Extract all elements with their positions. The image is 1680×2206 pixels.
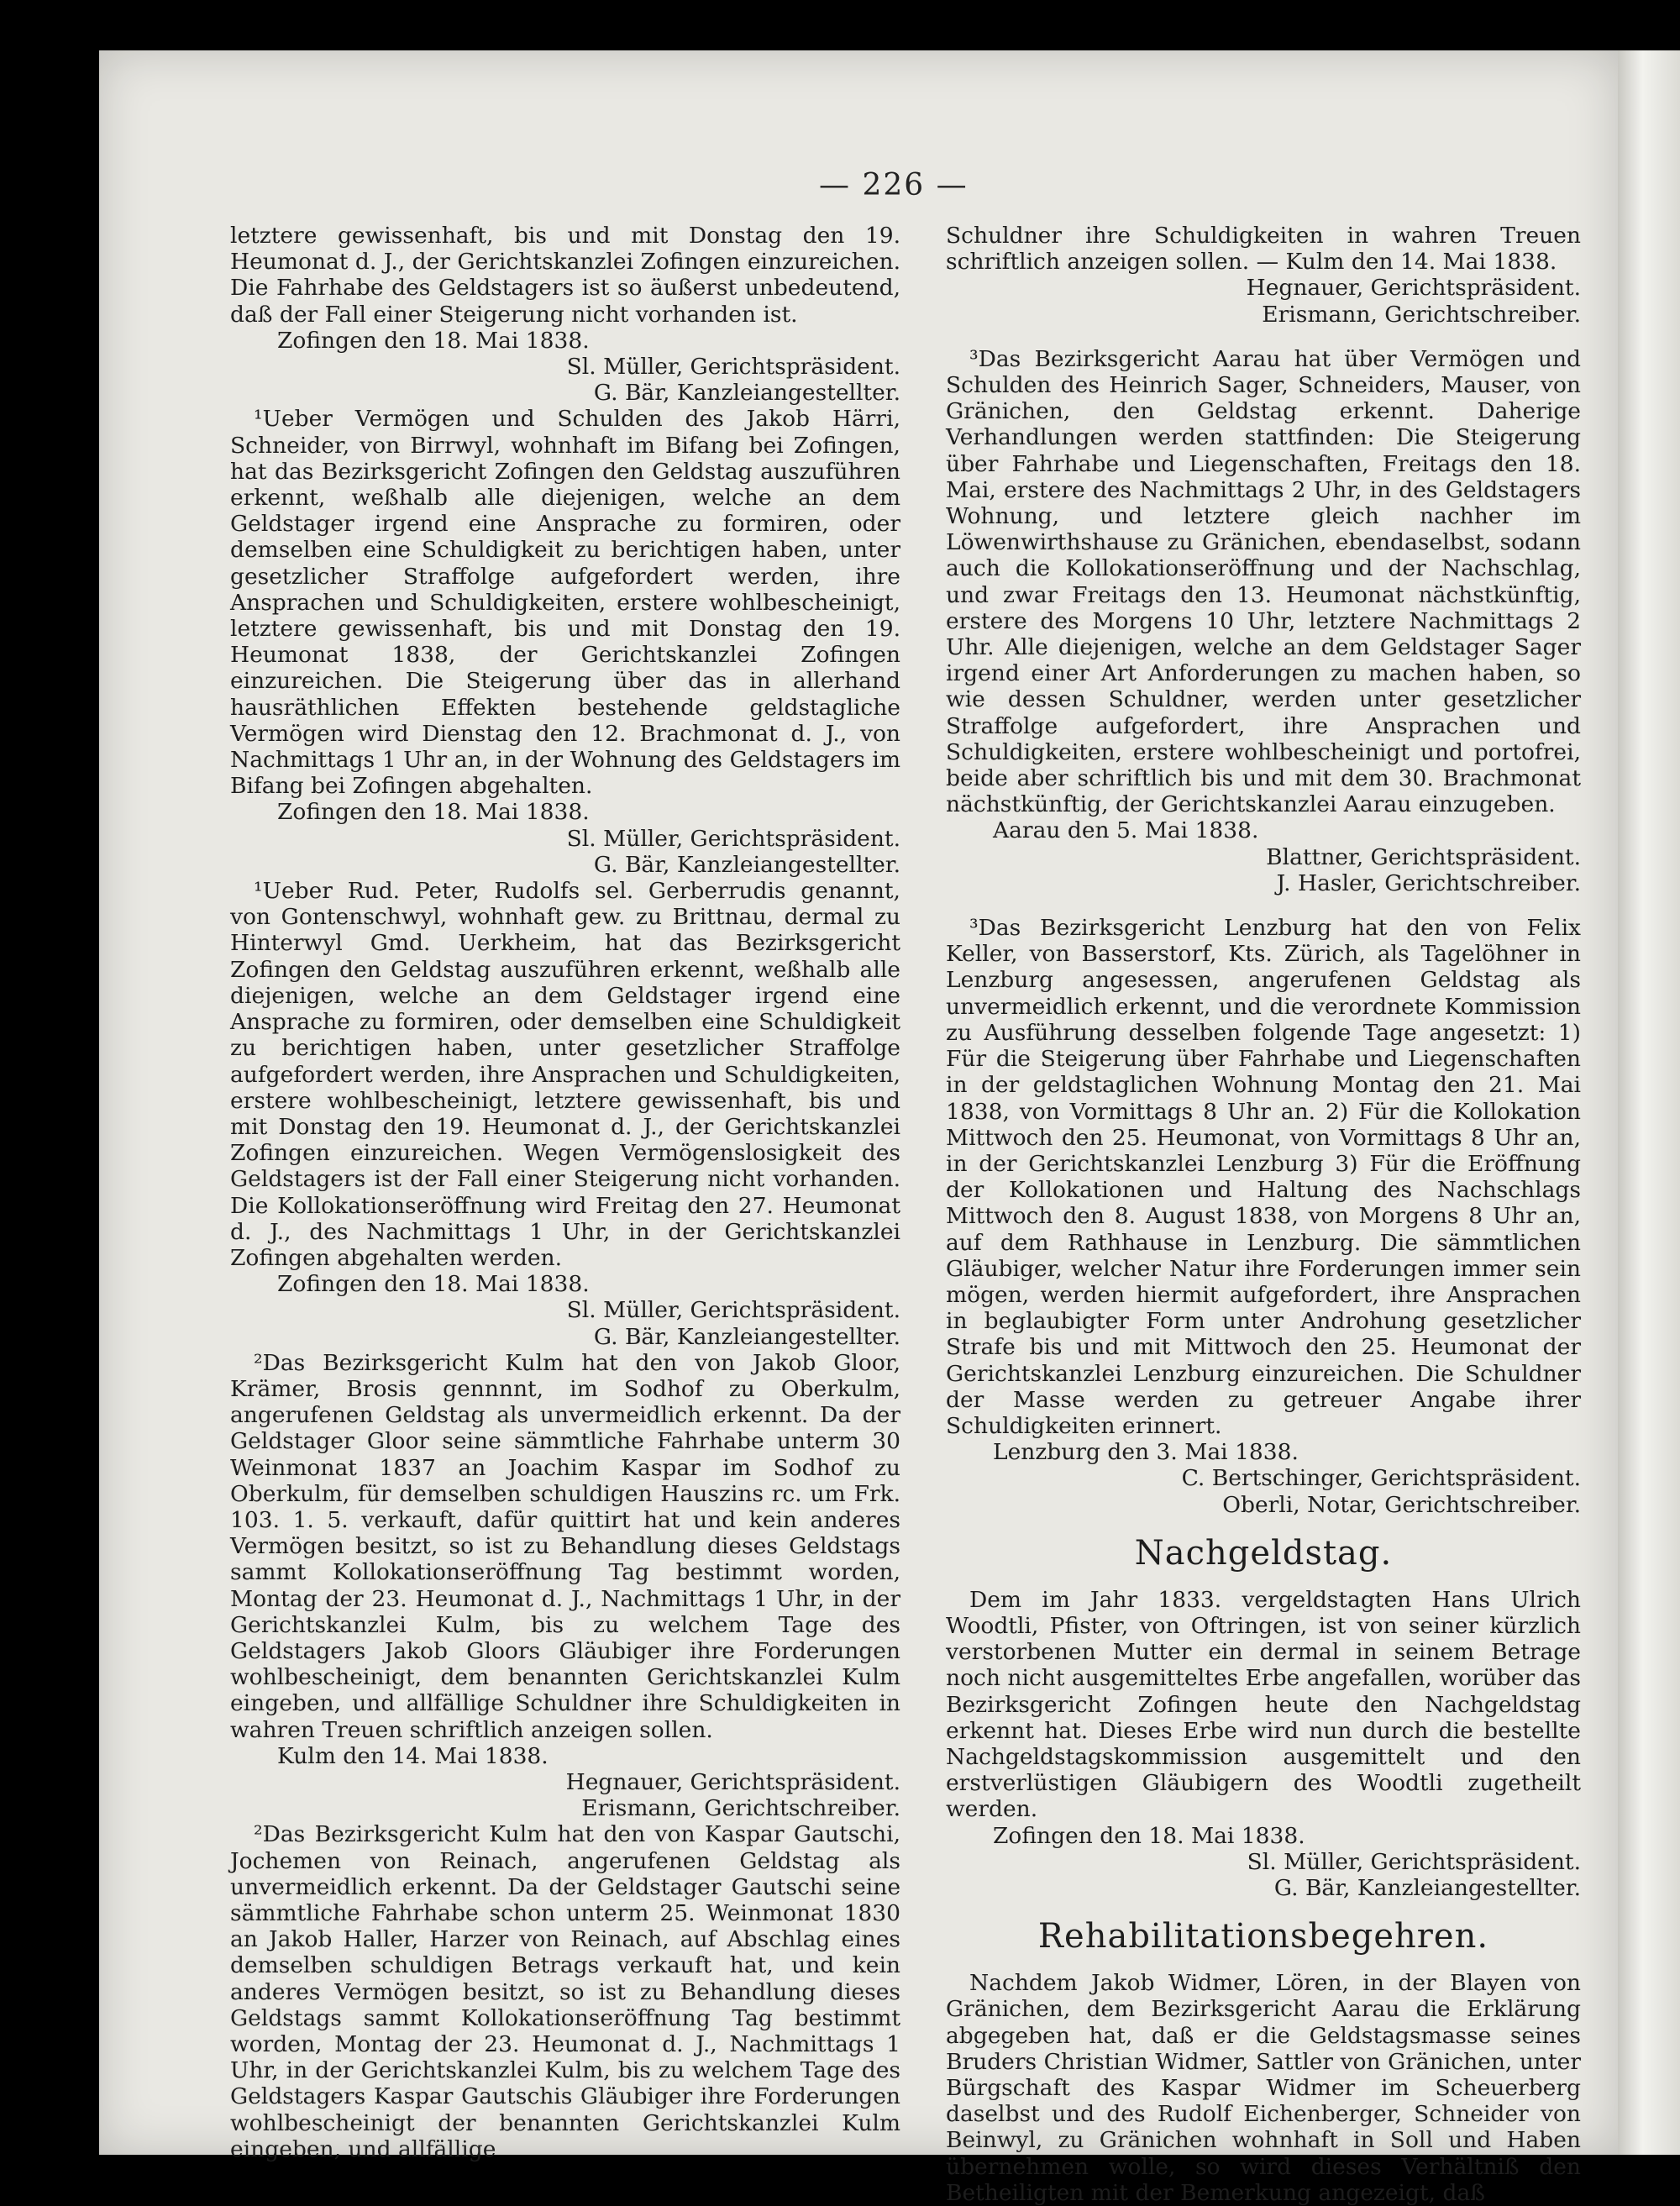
notice-1-place-date: Zofingen den 18. Mai 1838. (277, 327, 590, 354)
notice-2-signature-2: G. Bär, Kanzleiangestellter. (593, 851, 900, 878)
notice-2-text: ¹Ueber Vermögen und Schulden des Jakob Härri, Schneider, von Birrwyl, wohnhaft im Bifang bei Zofingen, hat das Bezirksgericht Zofingen den Geldstag auszuführen erkennt, weßhalb alle diejenigen, welche an dem Geldstager irgend eine Ansprache zu formiren, oder demselben eine Schuldigkeit zu berichtigen haben, unter gesetzlicher Straffolge aufgefordert werden, ihre Ansprachen und Schuldigkeiten, erstere wohlbescheinigt, letztere gewissenhaft, bis und mit Donstag den 19. Heumonat 1838, der Gerichtskanzlei Zofingen einzureichen. Die Steigerung über das in allerhand hausräthlichen Effekten bestehende geldstagliche Vermögen wird Dienstag den 12. Brachmonat d. J., von Nachmittags 1 Uhr an, in der Wohnung des Geldstagers im Bifang bei Zofingen abgehalten. (230, 406, 900, 800)
notice-2-signature-1: Sl. Müller, Gerichtspräsident. (566, 825, 900, 852)
left-column (230, 223, 900, 2162)
notice-rehabilitation-text: Nachdem Jakob Widmer, Lören, in der Blayen von Gränichen, dem Bezirksgericht Aarau die Erklärung abgegeben hat, daß er die Geldstagsmasse seines Bruders Christian Widmer, Sattler von Gränichen, unter Bürgschaft des Kaspar Widmer im Scheuerberg daselbst und des Rudolf Eichenberger, Schneider von Beinwyl, zu Gränichen wohnhaft in Soll und Haben übernehmen wolle, so wird dieses Verhältniß den Betheiligten mit der Bemerkung angezeigt, daß (946, 1970, 1581, 2206)
notice-lenzburg-signature-2: Oberli, Notar, Gerichtschreiber. (1222, 1491, 1581, 1518)
notice-lenzburg-place-date: Lenzburg den 3. Mai 1838. (993, 1439, 1299, 1466)
notice-4-signature-1: Hegnauer, Gerichtspräsident. (565, 1768, 900, 1795)
notice-nachgeldstag-place-date: Zofingen den 18. Mai 1838. (993, 1822, 1305, 1849)
notice-4-place-date: Kulm den 14. Mai 1838. (277, 1742, 549, 1769)
notice-1-signature-1: Sl. Müller, Gerichtspräsident. (566, 354, 900, 381)
notice-lenzburg-signature-1: C. Bertschinger, Gerichtspräsident. (1181, 1465, 1581, 1492)
section-heading-rehabilitation: Rehabilitationsbegehren. (1037, 1917, 1489, 1957)
notice-3-text: ¹Ueber Rud. Peter, Rudolfs sel. Gerberrudis genannt, von Gontenschwyl, wohnhaft gew. zu Brittnau, dermal zu Hinterwyl Gmd. Uerkheim, hat das Bezirksgericht Zofingen den Geldstag auszuführen erkennt, weßhalb alle diejenigen, welche an dem Geldstager irgend eine Ansprache zu formiren, oder demselben eine Schuldigkeit zu berichtigen haben, unter gesetzlicher Straffolge aufgefordert werden, ihre Ansprachen und Schuldigkeiten, erstere wohlbescheinigt, letztere gewissenhaft, bis und mit Donstag den 19. Heumonat d. J., der Gerichtskanzlei Zofingen einzureichen. Wegen Vermögenslosigkeit des Geldstagers ist der Fall einer Steigerung nicht vorhanden. Die Kollokationseröffnung wird Freitag den 27. Heumonat d. J., des Nachmittags 1 Uhr, in der Gerichtskanzlei Zofingen abgehalten werden. (230, 878, 900, 1271)
book-spine (1618, 50, 1680, 2155)
notice-4-text: ²Das Bezirksgericht Kulm hat den von Jakob Gloor, Krämer, Brosis gennnnt, im Sodhof zu Oberkulm, angerufenen Geldstag als unvermeidlich erkennt. Da der Geldstager Gloor seine sämmtliche Fahrhabe unterm 30 Weinmonat 1837 an Joachim Kaspar im Sodhof zu Oberkulm, für demselben schuldigen Hauszins rc. um Frk. 103. 1. 5. verkauft, dafür quittirt hat und kein anderes Vermögen besitzt, so ist zu Behandlung dieses Geldstags sammt Kollokationseröffnung Tag bestimmt worden, Montag der 23. Heumonat d. J., Nachmittags 1 Uhr, in der Gerichtskanzlei Kulm, bis zu welchem Tage des Geldstagers Jakob Gloors Gläubiger ihre Forderungen wohlbescheinigt, dem benannten Gerichtskanzlei Kulm eingeben, und allfällige Schuldner ihre Schuldigkeiten in wahren Treuen schriftlich anzeigen sollen. (230, 1349, 900, 1743)
notice-1-signature-2: G. Bär, Kanzleiangestellter. (593, 380, 900, 407)
notice-4b-signature-1: Hegnauer, Gerichtspräsident. (1246, 275, 1581, 302)
notice-5-text: ²Das Bezirksgericht Kulm hat den von Kaspar Gautschi, Jochemen von Reinach, angerufenen Geldstag als unvermeidlich erkennt. Da der Geldstager Gautschi seine sämmtliche Fahrhabe schon unterm 25. Weinmonat 1830 an Jakob Haller, Harzer von Reinach, auf Abschlag eines demselben schuldigen Betrags verkauft hat, und kein anderes Vermögen besitzt, so ist zu Behandlung dieses Geldstags sammt Kollokationseröffnung Tag bestimmt worden, Montag der 23. Heumonat d. J., Nachmittags 1 Uhr, in der Gerichtskanzlei Kulm, bis zu welchem Tage des Geldstagers Kaspar Gautschis Gläubiger ihre Forderungen wohlbescheinigt der benannten Gerichtskanzlei Kulm eingeben, und allfällige (230, 1821, 900, 2162)
notice-4-signature-2: Erismann, Gerichtschreiber. (581, 1795, 900, 1822)
notice-lenzburg-text: ³Das Bezirksgericht Lenzburg hat den von Felix Keller, von Basserstorf, Kts. Zürich, als Tagelöhner in Lenzburg angesessen, angerufenen Geldstag als unvermeidlich erkennt, und die verordnete Kommission zu Ausführung desselben folgende Tage angesetzt: 1) Für die Steigerung über Fahrhabe und Liegenschaften in der geldstaglichen Wohnung Montag den 21. Mai 1838, von Vormittags 8 Uhr an. 2) Für die Kollokation Mittwoch den 25. Heumonat, von Vormittags 8 Uhr an, in der Gerichtskanzlei Lenzburg 3) Für die Eröffnung der Kollokationen und Haltung des Nachschlags Mittwoch den 8. August 1838, von Morgens 8 Uhr an, auf dem Rathhause in Lenzburg. Die sämmtlichen Gläubiger, welcher Natur ihre Forderungen immer sein mögen, werden hiermit aufgefordert, ihre Ansprachen in beglaubigter Form unter Androhung gesetzlicher Strafe bis und mit Mittwoch den 25. Heumonat der Gerichtskanzlei Lenzburg einzureichen. Die Schuldner der Masse werden zu getreuer Angabe ihrer Schuldigkeiten erinnert. (946, 915, 1581, 1439)
section-heading-nachgeldstag: Nachgeldstag. (1134, 1533, 1393, 1573)
notice-aarau-text: ³Das Bezirksgericht Aarau hat über Vermögen und Schulden des Heinrich Sager, Schneiders, Mauser, von Gränichen, den Geldstag erkennt. Daherige Verhandlungen werden stattfinden: Die Steigerung über Fahrhabe und Liegenschaften, Freitags den 18. Mai, erstere des Nachmittags 2 Uhr, in des Geldstagers Wohnung, und letztere gleich nachher im Löwenwirthshause zu Gränichen, ebendaselbst, sodann auch die Kollokationseröffnung und der Nachschlag, und zwar Freitags den 13. Heumonat nächstkünftig, erstere des Morgens 10 Uhr, letztere Nachmittags 2 Uhr. Alle diejenigen, welche an dem Geldstager Sager irgend einer Art Anforderungen zu machen haben, so wie dessen Schuldner, werden unter gesetzlicher Straffolge aufgefordert, ihre Ansprachen und Schuldigkeiten, erstere wohlbescheinigt und portofrei, beide aber schriftlich bis und mit dem 30. Brachmonat nächstkünftig, der Gerichtskanzlei Aarau einzugeben. (946, 345, 1581, 818)
notice-nachgeldstag-signature-1: Sl. Müller, Gerichtspräsident. (1247, 1848, 1581, 1875)
notice-nachgeldstag-signature-2: G. Bär, Kanzleiangestellter. (1273, 1874, 1581, 1901)
notice-2-place-date: Zofingen den 18. Mai 1838. (277, 799, 590, 826)
notice-4-continuation: Schuldner ihre Schuldigkeiten in wahren Treuen schriftlich anzeigen sollen. — Kulm den 14. Mai 1838. (946, 223, 1581, 276)
notice-aarau-place-date: Aarau den 5. Mai 1838. (993, 817, 1259, 844)
notice-aarau-signature-2: J. Hasler, Gerichtschreiber. (1276, 869, 1581, 896)
notice-nachgeldstag-text: Dem im Jahr 1833. vergeldstagten Hans Ulrich Woodtli, Pfister, von Oftringen, ist von seiner kürzlich verstorbenen Mutter ein dermal in seinem Betrage noch nicht ausgemitteltes Erbe angefallen, worüber das Bezirksgericht Zofingen heute den Nachgeldstag erkennt hat. Dieses Erbe wird nun durch die bestellte Nachgeldstagskommission ausgemittelt und den erstverlüstigen Gläubigern des Woodtli zugetheilt werden. (946, 1586, 1581, 1823)
page-number: — 226 — (819, 168, 969, 202)
notice-1-text: letztere gewissenhaft, bis und mit Donstag den 19. Heumonat d. J., der Gerichtskanzlei Zofingen einzureichen. Die Fahrhabe des Geldstagers ist so äußerst unbedeutend, daß der Fall einer Steigerung nicht vorhanden ist. (230, 223, 900, 328)
notice-aarau-signature-1: Blattner, Gerichtspräsident. (1266, 843, 1581, 870)
notice-4b-signature-2: Erismann, Gerichtschreiber. (1262, 301, 1581, 328)
notice-3-signature-2: G. Bär, Kanzleiangestellter. (593, 1323, 900, 1350)
notice-3-signature-1: Sl. Müller, Gerichtspräsident. (566, 1297, 900, 1324)
right-column (946, 223, 1581, 2206)
notice-3-place-date: Zofingen den 18. Mai 1838. (277, 1271, 590, 1298)
